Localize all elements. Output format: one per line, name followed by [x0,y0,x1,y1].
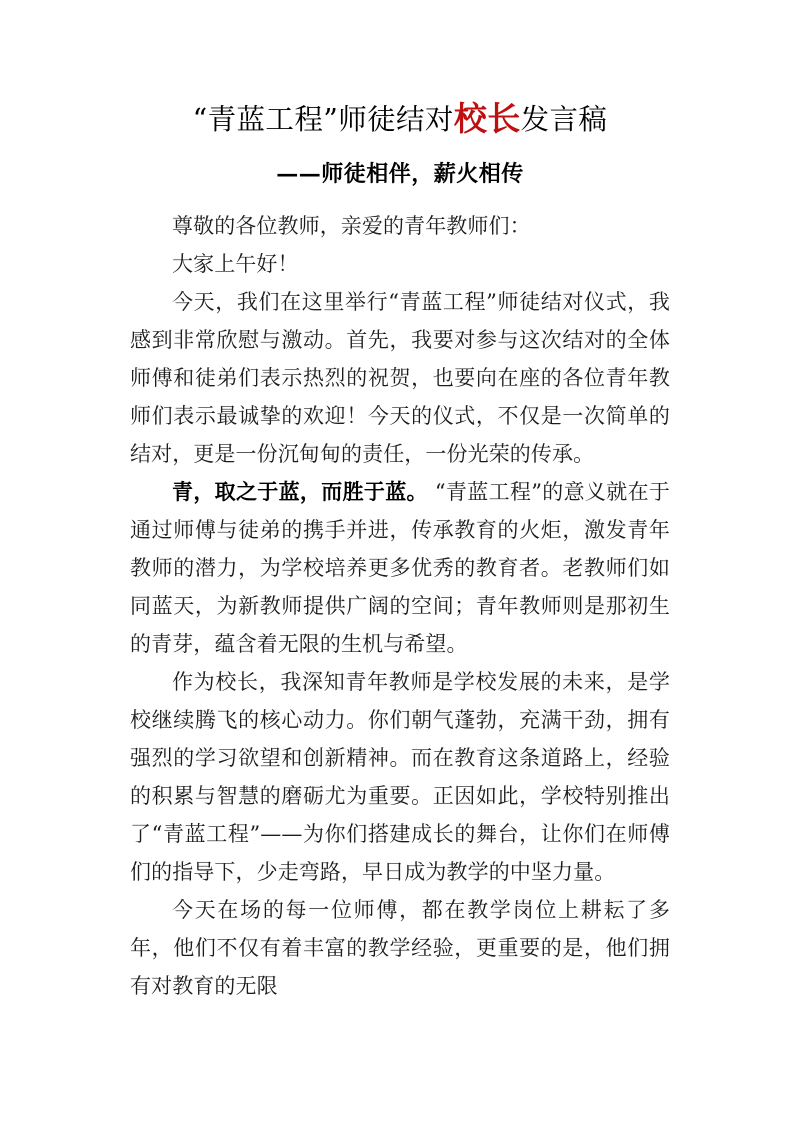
paragraph-list [130,283,670,1005]
document-content-column [130,0,670,1005]
page-title [130,0,670,141]
page-title-accent: 校长 [453,99,521,138]
body-paragraph [130,891,670,1005]
page-title-segment-1: “青蓝工程”师徒结对 [192,103,454,136]
paragraph-text: “青蓝工程”的意义就在于通过师傅与徒弟的携手并进，传承教育的火炬，激发青年教师的潜力，为学校培养更多优秀的教育者。老教师们如同蓝天，为新教师提供广阔的空间；青年教师则是那初生的青芽，蕴含着无限的生机与希望。 [130,480,670,656]
salutation-line: 尊敬的各位教师，亲爱的青年教师们： [172,214,531,238]
paragraph-text: 今天在场的每一位师傅，都在教学岗位上耕耘了多年，他们不仅有着丰富的教学经验，更重要的是，他们拥有对教育的无限 [130,898,670,998]
greeting-line: 大家上午好！ [172,252,299,276]
body-paragraph [130,663,670,891]
paragraph-text: 作为校长，我深知青年教师是学校发展的未来，是学校继续腾飞的核心动力。你们朝气蓬勃，充满干劲，拥有强烈的学习欲望和创新精神。而在教育这条道路上，经验的积累与智慧的磨砺尤为重要。正因如此，学校特别推出了“青蓝工程”——为你们搭建成长的舞台，让你们在师傅们的指导下，少走弯路，早日成为教学的中坚力量。 [130,670,670,884]
body-paragraph [130,283,670,473]
page-subtitle: ——师徒相伴，薪火相传 [276,161,524,187]
paragraph-text: 今天，我们在这里举行“青蓝工程”师徒结对仪式，我感到非常欣慰与激动。首先，我要对参与这次结对的全体师傅和徒弟们表示热烈的祝贺，也要向在座的各位青年教师们表示最诚挚的欢迎！今天的仪式，不仅是一次简单的结对，更是一份沉甸甸的责任，一份光荣的传承。 [130,290,670,466]
body-paragraph [130,473,670,663]
document-body [130,191,670,1005]
paragraph-bold-lead: 青，取之于蓝，而胜于蓝。 [172,479,428,504]
page-title-segment-2: 发言稿 [520,103,608,136]
